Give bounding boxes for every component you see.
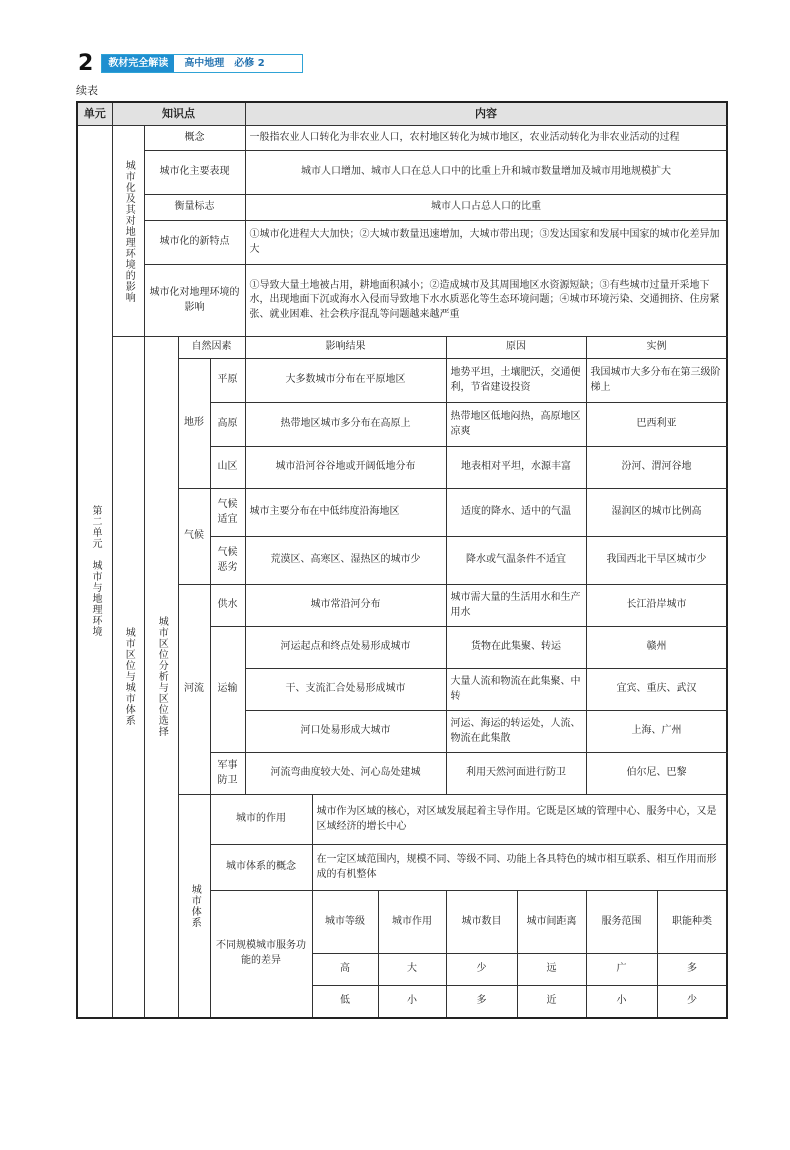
example-cell: 赣州	[586, 627, 727, 669]
topic-cell: 不同规模城市服务功能的差异	[210, 891, 312, 1018]
header-unit: 单元	[77, 102, 112, 126]
example-cell: 我国西北干旱区城市少	[586, 537, 727, 585]
table-header-row	[77, 102, 727, 126]
header-band	[101, 54, 303, 73]
diff-cell: 高	[312, 954, 378, 986]
diff-cell: 小	[586, 986, 657, 1018]
table-row	[77, 337, 727, 359]
diff-cell: 近	[517, 986, 586, 1018]
reason-cell: 大量人流和物流在此集聚、中转	[446, 669, 586, 711]
table-row	[77, 265, 727, 337]
sub-cell: 平原	[210, 359, 245, 403]
sub-cell: 气候恶劣	[210, 537, 245, 585]
system-label: 城市体系	[178, 795, 210, 1018]
reason-cell: 降水或气温条件不适宜	[446, 537, 586, 585]
example-cell: 湿润区的城市比例高	[586, 489, 727, 537]
effect-cell: 荒漠区、高寒区、湿热区的城市少	[245, 537, 446, 585]
example-cell: 汾河、渭河谷地	[586, 447, 727, 489]
header-content: 内容	[245, 102, 727, 126]
unit-name: 第二单元 城市与地理环境	[77, 126, 112, 1018]
urbanization-label: 城市化及其对地理环境的影响	[112, 126, 144, 337]
diff-header: 城市等级	[312, 891, 378, 954]
table-row	[77, 126, 727, 151]
sub-cell: 运输	[210, 627, 245, 753]
topic-cell: 城市化对地理环境的影响	[144, 265, 245, 337]
content-cell: 城市人口增加、城市人口在总人口中的比重上升和城市数量增加及城市用地规模扩大	[245, 151, 727, 195]
content-cell: 城市人口占总人口的比重	[245, 195, 727, 221]
col-header-factor: 自然因素	[178, 337, 245, 359]
sub-cell: 气候适宜	[210, 489, 245, 537]
reason-cell: 利用天然河面进行防卫	[446, 753, 586, 795]
knowledge-table	[76, 101, 728, 1019]
content-cell: 一般指农业人口转化为非农业人口，农村地区转化为城市地区，农业活动转化为非农业活动的过程	[245, 126, 727, 151]
location-label: 城市区位分析与区位选择	[144, 337, 178, 1018]
example-cell: 巴西利亚	[586, 403, 727, 447]
sub-cell: 山区	[210, 447, 245, 489]
topic-cell: 城市的作用	[210, 795, 312, 845]
effect-cell: 大多数城市分布在平原地区	[245, 359, 446, 403]
effect-cell: 河运起点和终点处易形成城市	[245, 627, 446, 669]
diff-header: 职能种类	[657, 891, 727, 954]
example-cell: 伯尔尼、巴黎	[586, 753, 727, 795]
page-number: 2	[78, 50, 94, 76]
effect-cell: 河流弯曲度较大处、河心岛处建城	[245, 753, 446, 795]
col-header-example: 实例	[586, 337, 727, 359]
page-header	[78, 52, 303, 74]
diff-cell: 多	[657, 954, 727, 986]
diff-header: 服务范围	[586, 891, 657, 954]
diff-header: 城市作用	[378, 891, 446, 954]
reason-cell: 地势平坦，土壤肥沃，交通便利，节省建设投资	[446, 359, 586, 403]
effect-cell: 河口处易形成大城市	[245, 711, 446, 753]
example-cell: 上海、广州	[586, 711, 727, 753]
sub-cell: 军事防卫	[210, 753, 245, 795]
reason-cell: 河运、海运的转运处，人流、物流在此集散	[446, 711, 586, 753]
table-row	[77, 151, 727, 195]
effect-cell: 城市主要分布在中低纬度沿海地区	[245, 489, 446, 537]
reason-cell: 货物在此集聚、转运	[446, 627, 586, 669]
river-label: 河流	[178, 585, 210, 795]
topic-cell: 城市体系的概念	[210, 845, 312, 891]
topic-cell: 衡量标志	[144, 195, 245, 221]
example-cell: 我国城市大多分布在第三级阶梯上	[586, 359, 727, 403]
header-knowledge: 知识点	[112, 102, 245, 126]
sub-cell: 高原	[210, 403, 245, 447]
topic-cell: 概念	[144, 126, 245, 151]
diff-header: 城市数目	[446, 891, 517, 954]
book-label: 高中地理 必修 2	[174, 55, 302, 72]
content-cell: 城市作为区域的核心，对区域发展起着主导作用。它既是区域的管理中心、服务中心，又是区域经济的增长中心	[312, 795, 727, 845]
continued-label: 续表	[76, 84, 98, 97]
content-cell: ①城市化进程大大加快；②大城市数量迅速增加，大城市带出现；③发达国家和发展中国家的城市化差异加大	[245, 221, 727, 265]
diff-cell: 多	[446, 986, 517, 1018]
table-row	[77, 195, 727, 221]
example-cell: 宜宾、重庆、武汉	[586, 669, 727, 711]
terrain-label: 地形	[178, 359, 210, 489]
diff-cell: 低	[312, 986, 378, 1018]
reason-cell: 城市需大量的生活用水和生产用水	[446, 585, 586, 627]
effect-cell: 热带地区城市多分布在高原上	[245, 403, 446, 447]
col-header-reason: 原因	[446, 337, 586, 359]
reason-cell: 地表相对平坦，水源丰富	[446, 447, 586, 489]
effect-cell: 城市常沿河分布	[245, 585, 446, 627]
diff-cell: 广	[586, 954, 657, 986]
diff-cell: 小	[378, 986, 446, 1018]
location-system-label: 城市区位与城市体系	[112, 337, 144, 1018]
reason-cell: 热带地区低地闷热，高原地区凉爽	[446, 403, 586, 447]
climate-label: 气候	[178, 489, 210, 585]
diff-cell: 大	[378, 954, 446, 986]
col-header-effect: 影响结果	[245, 337, 446, 359]
diff-header: 城市间距离	[517, 891, 586, 954]
diff-cell: 远	[517, 954, 586, 986]
topic-cell: 城市化主要表现	[144, 151, 245, 195]
content-cell: 在一定区域范围内，规模不同、等级不同、功能上各具特色的城市相互联系、相互作用而形成的有机整体	[312, 845, 727, 891]
diff-cell: 少	[657, 986, 727, 1018]
reason-cell: 适度的降水、适中的气温	[446, 489, 586, 537]
series-label: 教材完全解读	[102, 55, 174, 72]
diff-cell: 少	[446, 954, 517, 986]
example-cell: 长江沿岸城市	[586, 585, 727, 627]
effect-cell: 城市沿河谷谷地或开阔低地分布	[245, 447, 446, 489]
topic-cell: 城市化的新特点	[144, 221, 245, 265]
content-cell: ①导致大量土地被占用，耕地面积减小；②造成城市及其周围地区水资源短缺；③有些城市过量开采地下水，出现地面下沉或海水入侵而导致地下水水质恶化等生态环境问题；④城市环境污染、交通拥挤、住房紧张、就业困难、社会秩序混乱等问题越来越严重	[245, 265, 727, 337]
effect-cell: 干、支流汇合处易形成城市	[245, 669, 446, 711]
sub-cell: 供水	[210, 585, 245, 627]
table-row	[77, 221, 727, 265]
